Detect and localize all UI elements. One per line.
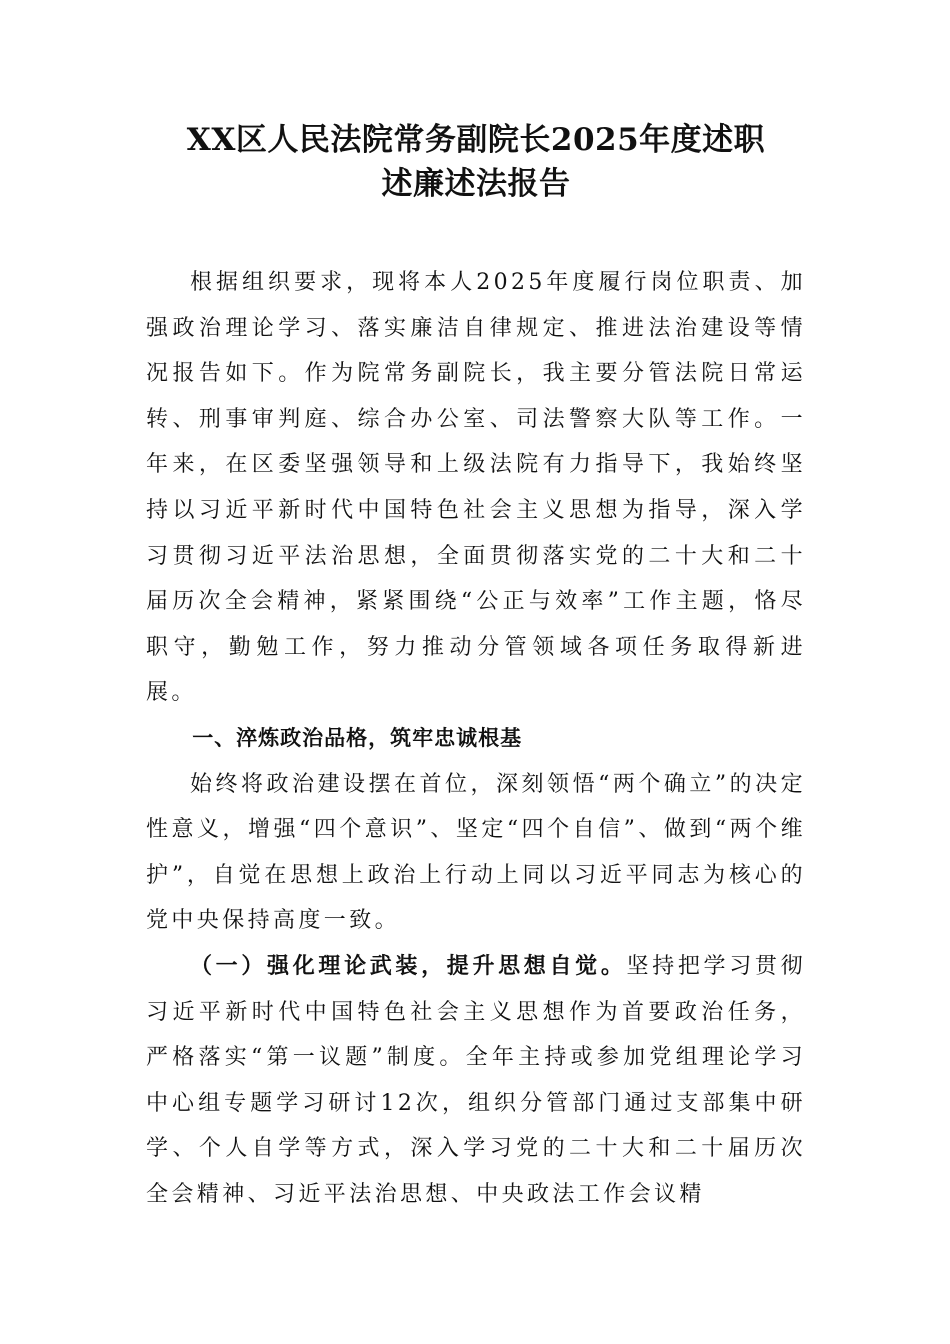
title-line-2: 述廉述法报告 xyxy=(381,166,571,202)
subsection-1-heading: （一）强化理论武装，提升思想自觉。 xyxy=(190,952,627,979)
section-1-heading: 一、淬炼政治品格，筑牢忠诚根基 xyxy=(192,725,523,750)
document-title xyxy=(146,118,806,206)
intro-paragraph: 根据组织要求，现将本人2025年度履行岗位职责、加强政治理论学习、落实廉洁自律规定、推进法治建设等情况报告如下。作为院常务副院长，我主要分管法院日常运转、刑事审判庭、综合办公室、司法警察大队等工作。一年来，在区委坚强领导和上级法院有力指导下，我始终坚持以习近平新时代中国特色社会主义思想为指导，深入学习贯彻习近平法治思想，全面贯彻落实党的二十大和二十届历次全会精神，紧紧围绕“公正与效率”工作主题，恪尽职守，勤勉工作，努力推动分管领域各项任务取得新进展。 xyxy=(146,270,806,706)
document-body xyxy=(146,260,806,1217)
subsection-1-body: 坚持把学习贯彻习近平新时代中国特色社会主义思想作为首要政治任务，严格落实“第一议题”制度。全年主持或参加党组理论学习中心组专题学习研讨12次，组织分管部门通过支部集中研学、个人自学等方式，深入学习党的二十大和二十届历次全会精神、习近平法治思想、中央政法工作会议精 xyxy=(146,953,806,1207)
title-line-1: XX区人民法院常务副院长2025年度述职 xyxy=(186,122,766,158)
document-page xyxy=(146,118,806,1217)
section-1-paragraph: 始终将政治建设摆在首位，深刻领悟“两个确立”的决定性意义，增强“四个意识”、坚定“四个自信”、做到“两个维护”，自觉在思想上政治上行动上同以习近平同志为核心的党中央保持高度一致。 xyxy=(146,771,806,934)
subsection-1-paragraph xyxy=(146,944,806,1218)
